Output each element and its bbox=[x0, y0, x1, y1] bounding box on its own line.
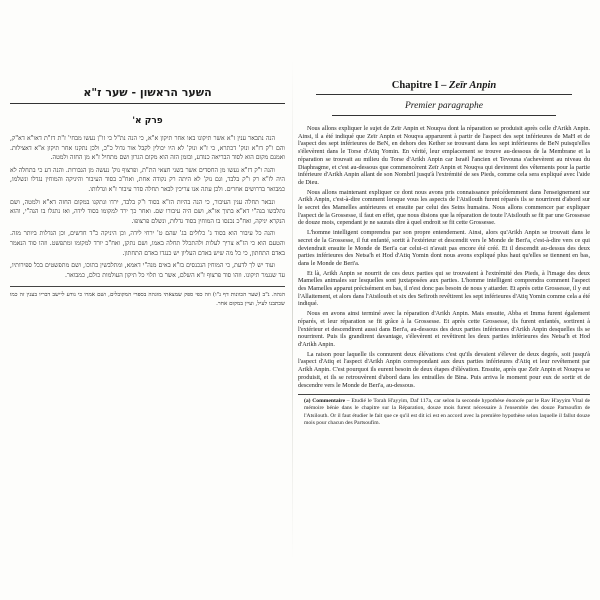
french-paragraph-heading: Premier paragraphe bbox=[404, 101, 483, 111]
hebrew-footnote: הגהה. נ"ב (שער הכוונות דף נ"ו) וזה כפי ספק שמצאתי מוגהה בספרי המקובלים, ושם אמרו כי נודע ליישב דבריו בענין זה כמו שכתבנו לעיל, ועיין במקום אחר. bbox=[10, 292, 285, 307]
hebrew-paragraph: והנה ו"ק דז"א נעשו מן החסדים אשר בשני חצאי הת"ת, ופרצוף נוק' נעשה מן הגבורות. והנה דע כי בתחלה לא היה לז"א רק ו"ק בלבד, וגם נוק' לא היתה רק נקודה אחת, ואח"כ בסוד העיבור והיניקה והמוחין נגדלו ונשלמו, כמבואר בדרושים אחרים. ולכן עתה אנו צריכין לבאר תחלה סדר עיבור ז"א וגדלותו. bbox=[10, 166, 285, 193]
french-page bbox=[298, 70, 590, 550]
french-paragraph: L'homme intelligent comprendra par son propre entendement. Ainsi, alors qu'Arikh Anpin se trouvait dans le secret de la Grossesse, il fut enfanté, sortit à l'extérieur et descendit vers le Monde de Beri'a, c'est-à-dire vers ce qui deviendrait ensuite le Monde de Beri'a car celui-ci n'avait pas encore été créé. Et il descendit au-dessus des deux parties inférieures des Netsa'h et Hod d'Atiq Yomin dont nous avons expliqué plus haut qu'elles se tiennent en bas, dans le Monde de Beri'a. bbox=[298, 229, 590, 267]
hebrew-chapter-heading: פרק א' bbox=[132, 116, 163, 126]
french-title-rule bbox=[316, 94, 572, 95]
french-subtitle-rule bbox=[332, 115, 556, 116]
french-footnote-label: (a) Commentaire bbox=[304, 398, 346, 405]
page-gutter bbox=[292, 60, 293, 560]
french-paragraph: Et là, Arikh Anpin se nourrit de ces deux parties qui se trouvaient à l'extrémité des Pieds, à l'image des deux Mamelles animales sur lesquelles sont juxtaposées aux parties. L'homme intelligent comprendra comment l'aspect des Mamelles apparut précisément en bas, il n'est donc pas besoin de nous y attarder. Et après cette Grossesse, il y eut l'Allaitement, et alors dans l'Atsilouth et six des Sefiroth revêtirent les sept inférieures d'Atiq Yomin comme cela a été indiqué. bbox=[298, 269, 590, 308]
french-chapter-title bbox=[298, 80, 590, 91]
hebrew-gate-title: השער הראשון - שער ז"א bbox=[83, 86, 212, 99]
hebrew-footnote-rule bbox=[10, 286, 285, 287]
french-chapter-prefix: Chapitre I – bbox=[391, 80, 450, 91]
hebrew-paragraph: ועוד יש לך לדעת, כי המוחין הנכנסים בז"א באים מנה"י דאמא, ומתלבשין בתוכו, ושם מתפשטים בכל ספירותיו, עד שנגמר תיקונו. וזהו סוד פרצוף ז"א השלם, אשר בו תלוי כל תיקון העולמות כולם, כמבואר. bbox=[10, 262, 285, 279]
hebrew-title-rule bbox=[10, 103, 285, 104]
french-paragraph: Nous en avons ainsi terminé avec la réparation d'Arikh Anpin. Mais ensuite, Abba et Imma furent également réparés, et leur réparation se fit grâce à la Grossesse. Et après cette Grossesse, ils furent enfantés, sortirent à l'extérieur et descendirent aussi dans Beri'a, au-dessous des deux parties inférieures d'Arikh Anpin desquelles ils se nourrirent. Puis ils grandirent davantage, s'élevèrent et revêtirent les deux parties inférieures des Netsa'h et Hod d'Arikh Anpin. bbox=[298, 310, 590, 348]
french-footnote-text: – Etudié le Torah H'ayyim, Daf 117a, car selon la seconde hypothèse énoncée par le Rav H'ayyim Vital de mémoire bénie dans le chapitre sur la Réparation, douze mois furent nécessaire à l'ensemble des douze Partsoufim de l'Atsilouth. Or il faut étudier le fait que ce qu'il est dit ici est en accord avec la première hypothèse selon laquelle il fallut douze mois pour chacun des Partsoufim. bbox=[304, 398, 590, 426]
hebrew-paragraph: והנה כל עיבור הוא בסוד ג' כלולים בג' שהם ט' ירחי לידה, וכן היניקה כ"ד חדשים, וכן הגדלות ביותר מזה. והטעם הוא כי הז"א צריך לעלות ולהתכלל תחלה באמו, ושם נתקן, ואח"כ יורד למקומו ומתפשט. וזהו סוד הנאמר באדם התחתון, כי כל מה שיש באדם העליון יש כנגדו באדם התחתון. bbox=[10, 230, 285, 257]
hebrew-paragraph: הנה נתבאר ענין ז"א אשר תיקונו באו אחר תיקון א"א, כי הנה נת"ל כי זו"ן נעשו מבחי' ז"ת דז"ת דאו"א דא"ק, והם ו"ק דז"א ונוק' דכתרא, כי ז"א ונוק' לא היו יכולין לקבל אור גדול כ"כ, ולכן נתקנו אחר תיקון א"א דאצילות. ואמנם מקום הוא לסוד הבריאה כנודע, ובזמן הזה הוא מקום הגרון ושם מתחיל ז"א מן החזה ולמטה. bbox=[10, 135, 285, 162]
french-chapter-name: Zeïr Anpin bbox=[449, 80, 497, 91]
french-footnote bbox=[298, 398, 590, 427]
french-paragraph: Nous allons maintenant expliquer ce dont nous avons pris connaissance précédemment dans l'enseignement sur Arikh Anpin, c'est-à-dire comment lorsque vous les aspects de l'Atsilouth furent réparés ils se nourrirent d'abord sur le secret des Mamelles antérieures et ensuite par celui des Seins humains. Nous allons commencer par expliquer l'aspect de la Grossesse, il faut en effet, que nous disions que la réparation de toute l'Atsilouth se fit par une Grossesse de douze mois, cependant je ne saurais dire à quel endroit se fit cette Grossesse. bbox=[298, 188, 590, 227]
french-paragraph: La raison pour laquelle ils connurent deux élévations c'est qu'ils devaient s'élever de deux degrés, soit jusqu'à l'aspect d'Atiq et l'aspect d'Arikh Anpin correspondant aux deux parties inférieures d'Atiq et leur revêtement par Arikh Anpin. C'est pourquoi ils eurent besoin de deux étapes d'élévation. Ensuite, après que Zeïr Anpin et Nouqva se produisit, et ils se retrouvèrent d'abord dans les entrailles de Bina. Puis arriva le moment pour eux de sortir et de descendre vers le Monde de Beri'a, au-dessous. bbox=[298, 350, 590, 389]
french-footnote-rule bbox=[298, 394, 590, 395]
french-paragraph: Nous allons expliquer le sujet de Zeïr Anpin et Nouqva dont la réparation se produisit après celle d'Arikh Anpin. Ainsi, il a été indiqué que Zeïr Anpin et Nouqva apparurent à partir de l'aspect des sept inférieures de MaH et de l'aspect des sept inférieures de BeN, en dehors des Kether se trouvant dans les sept inférieures de BeN puisqu'elles s'élevèrent dans le Torse d'Atiq Yomin. En vérité, leur emplacement se trouve au-dessous de la Membrane et la réparation se trouvait au milieu du Torse d'Arikh Anpin car Israël l'ancien et Tevouna s'achevèrent au niveau du Diaphragme, et c'est au-dessous que commencèrent Zeïr Anpin et Nouqva qui devinrent des vêtements pour la partie inférieure d'Arikh Anpin allant de son Nombril jusqu'à l'extrémité de ses Pieds, comme cela sera expliqué avec l'aide de Dieu. bbox=[298, 125, 590, 186]
hebrew-paragraph: ונבאר תחלה ענין העיבור, כי הנה בהיות הז"א בסוד ו"ק בלבד, ירדו ונתקנו במקום החזה דא"א ולמטה, ושם נתלבשו בנה"י דא"א בתוך או"א, ושם היה עיבורו שם. ואחר כך ירד למקומו בסוד לידה, ואז נתגלו בו הנה"י, והוא הנקרא יניקה, ואח"כ נכנסו בו המוחין בסוד גדלות, ונשלם פרצופו. bbox=[10, 198, 285, 225]
hebrew-page bbox=[10, 70, 285, 550]
